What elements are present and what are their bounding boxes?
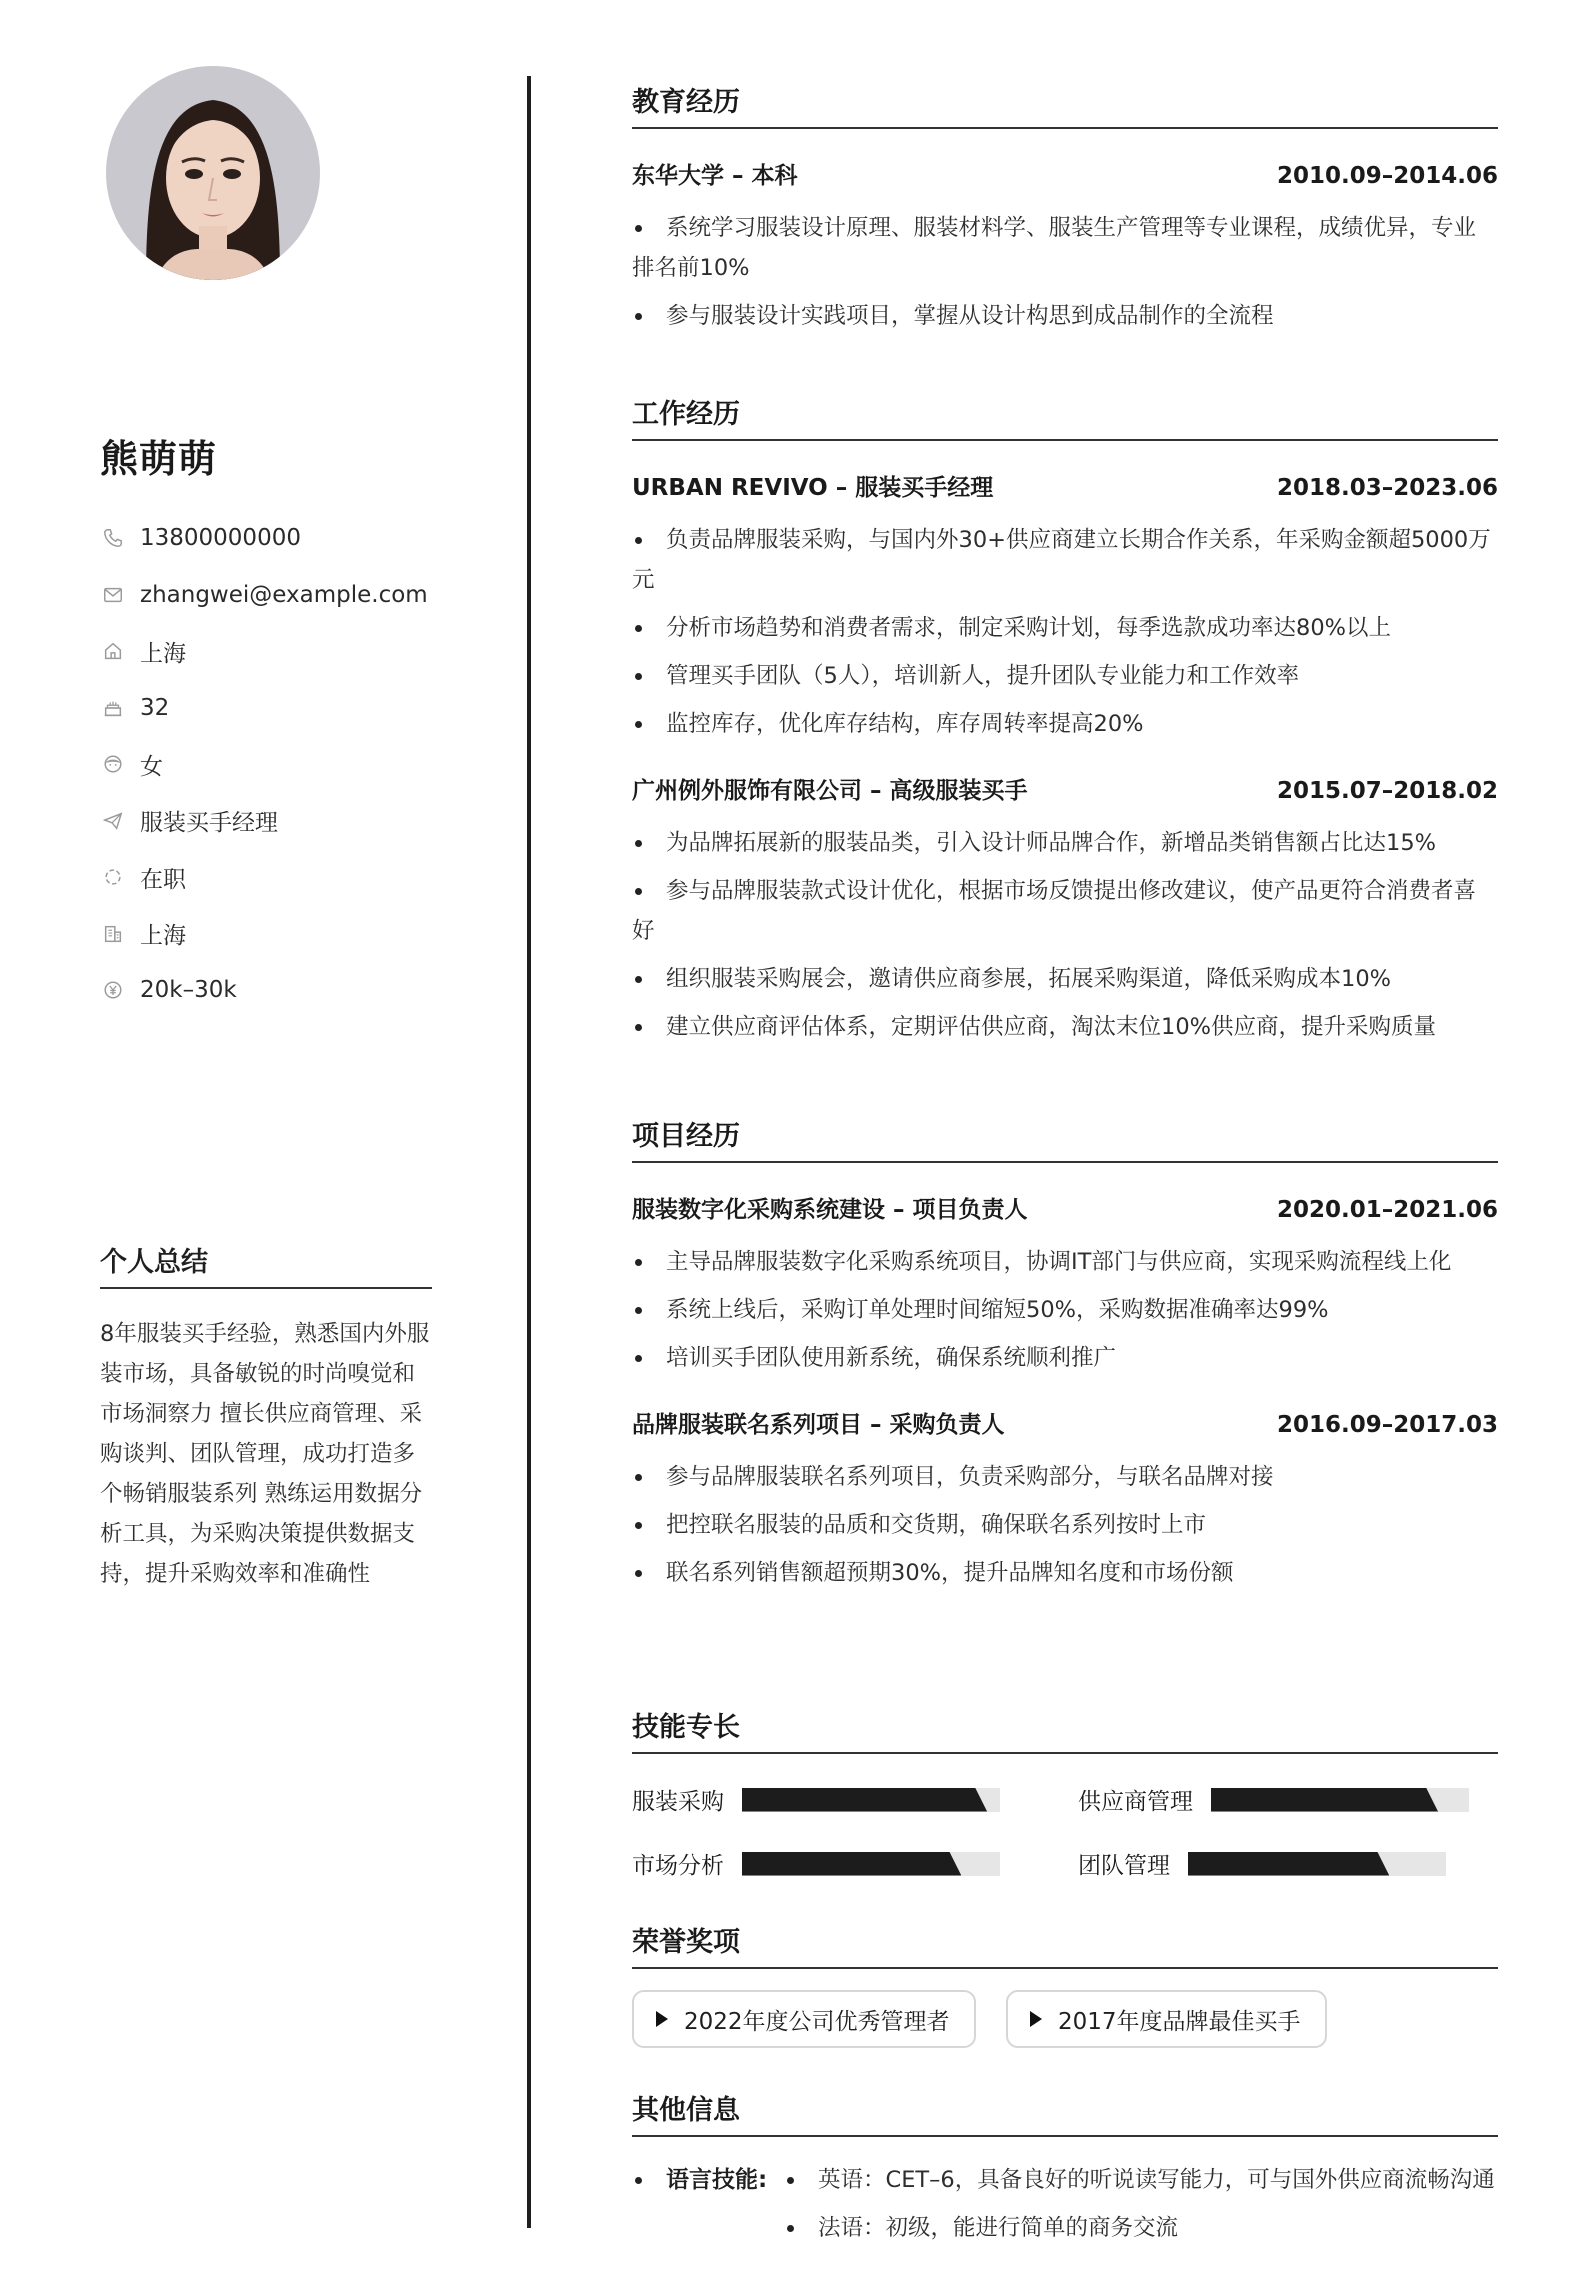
- project-bullets: [632, 1242, 1498, 1378]
- city-text: 上海: [140, 923, 186, 950]
- awards-title: 荣誉奖项: [632, 1920, 1498, 1969]
- list-item: 把控联名服装的品质和交货期，确保联名系列按时上市: [632, 1505, 1498, 1545]
- work-entry-header: [632, 469, 1498, 502]
- building-icon: [100, 921, 126, 947]
- skill-item: [632, 1783, 1000, 1816]
- column-divider: [527, 76, 531, 2228]
- skill-bar: [1211, 1788, 1469, 1812]
- skill-bar: [742, 1788, 1000, 1812]
- skill-bar-fill: [1188, 1852, 1389, 1876]
- yen-icon: [100, 977, 126, 1003]
- award-label: 2022年度公司优秀管理者: [684, 2008, 950, 2035]
- awards-list: [632, 1990, 1498, 2050]
- work-entry-heading: 广州例外服饰有限公司 – 高级服装买手: [632, 778, 1028, 804]
- skill-bar: [1188, 1852, 1446, 1876]
- other-language-row: [632, 2160, 1498, 2280]
- project-entry-header: [632, 1191, 1498, 1224]
- list-item: 参与服装设计实践项目，掌握从设计构思到成品制作的全流程: [632, 296, 1498, 336]
- list-item: 英语：CET–6，具备良好的听说读写能力，可与国外供应商流畅沟通: [784, 2160, 1498, 2200]
- project-entry-heading: 服装数字化采购系统建设 – 项目负责人: [632, 1197, 1028, 1223]
- project-entry-date: 2016.09–2017.03: [1276, 1412, 1498, 1438]
- project-bullets: [632, 1457, 1498, 1593]
- projects-section: [632, 1114, 1498, 1593]
- award-chip: [632, 1990, 976, 2048]
- send-icon: [100, 808, 126, 834]
- skill-label: 市场分析: [632, 1853, 724, 1879]
- award-chip: [1006, 1990, 1327, 2048]
- skills-title: 技能专长: [632, 1705, 1498, 1754]
- education-bullets: [632, 208, 1498, 336]
- work-entry-date: 2018.03–2023.06: [1276, 475, 1498, 501]
- info-city: [100, 906, 432, 963]
- work-entry-header: [632, 772, 1498, 805]
- avatar: [106, 66, 320, 280]
- work-entry-heading: URBAN REVIVO – 服装买手经理: [632, 475, 994, 501]
- info-salary: [100, 962, 432, 1019]
- education-section: [632, 80, 1498, 336]
- bullet-dot: [635, 2177, 642, 2184]
- project-entry-heading: 品牌服装联名系列项目 – 采购负责人: [632, 1412, 1005, 1438]
- list-item: 系统学习服装设计原理、服装材料学、服装生产管理等专业课程，成绩优异，专业排名前10%: [632, 208, 1498, 288]
- work-entry-date: 2015.07–2018.02: [1276, 778, 1498, 804]
- list-item: 管理买手团队（5人），培训新人，提升团队专业能力和工作效率: [632, 656, 1498, 696]
- skill-bar-fill: [1211, 1788, 1438, 1812]
- play-icon: [656, 2011, 668, 2027]
- email-address: zhangwei@example.com: [140, 581, 428, 608]
- language-list: [784, 2160, 1498, 2248]
- info-phone: [100, 510, 432, 567]
- location-text: 上海: [140, 640, 186, 667]
- project-entry-header: [632, 1406, 1498, 1439]
- education-entry-date: 2010.09–2014.06: [1276, 163, 1498, 189]
- avatar-portrait-icon: [106, 66, 320, 280]
- skill-bar: [742, 1852, 1000, 1876]
- mail-icon: [100, 582, 126, 608]
- education-entry-header: [632, 157, 1498, 190]
- awards-section: [632, 1920, 1498, 2060]
- projects-title: 项目经历: [632, 1114, 1498, 1163]
- other-section: [632, 2088, 1498, 2288]
- list-item: 法语：初级，能进行简单的商务交流: [784, 2208, 1498, 2248]
- candidate-name: 熊萌萌: [100, 437, 218, 481]
- skill-item: [1078, 1847, 1446, 1880]
- gender-text: 女: [140, 753, 163, 780]
- list-item: 组织服装采购展会，邀请供应商参展，拓展采购渠道，降低采购成本10%: [632, 959, 1498, 999]
- list-item: 培训买手团队使用新系统，确保系统顺利推广: [632, 1338, 1498, 1378]
- info-location: [100, 623, 432, 680]
- project-entry-date: 2020.01–2021.06: [1276, 1197, 1498, 1223]
- list-item: 监控库存，优化库存结构，库存周转率提高20%: [632, 704, 1498, 744]
- skill-bar-fill: [742, 1788, 987, 1812]
- work-bullets: [632, 823, 1498, 1047]
- list-item: 参与品牌服装联名系列项目，负责采购部分，与联名品牌对接: [632, 1457, 1498, 1497]
- age-text: 32: [140, 694, 170, 721]
- award-label: 2017年度品牌最佳买手: [1058, 2008, 1301, 2035]
- list-item: 主导品牌服装数字化采购系统项目，协调IT部门与供应商，实现采购流程线上化: [632, 1242, 1498, 1282]
- list-item: 参与品牌服装款式设计优化，根据市场反馈提出修改建议，使产品更符合消费者喜好: [632, 871, 1498, 951]
- summary-title: 个人总结: [100, 1240, 432, 1289]
- summary-text: 8年服装买手经验，熟悉国内外服装市场，具备敏锐的时尚嗅觉和市场洞察力 擅长供应商管理、采购谈判、团队管理，成功打造多个畅销服装系列 熟练运用数据分析工具，为采购决策提供数据支持，提升采购效率和准确性: [100, 1321, 430, 1587]
- phone-number: 13800000000: [140, 525, 301, 552]
- cake-icon: [100, 695, 126, 721]
- info-age: [100, 680, 432, 737]
- play-icon: [1030, 2011, 1042, 2027]
- gender-icon: [100, 751, 126, 777]
- info-gender: [100, 736, 432, 793]
- other-title: 其他信息: [632, 2088, 1498, 2137]
- skills-section: [632, 1705, 1498, 1885]
- skill-bar-fill: [742, 1852, 961, 1876]
- info-email: [100, 567, 432, 624]
- education-entry-heading: 东华大学 – 本科: [632, 163, 798, 189]
- skill-label: 服装采购: [632, 1789, 724, 1815]
- phone-icon: [100, 525, 126, 551]
- home-icon: [100, 638, 126, 664]
- status-text: 在职: [140, 866, 186, 893]
- work-section: [632, 392, 1498, 1047]
- list-item: 负责品牌服装采购，与国内外30+供应商建立长期合作关系，年采购金额超5000万元: [632, 520, 1498, 600]
- salary-text: 20k–30k: [140, 977, 237, 1004]
- list-item: 系统上线后，采购订单处理时间缩短50%，采购数据准确率达99%: [632, 1290, 1498, 1330]
- status-icon: [100, 864, 126, 890]
- info-position: [100, 793, 432, 850]
- work-title: 工作经历: [632, 392, 1498, 441]
- list-item: 为品牌拓展新的服装品类，引入设计师品牌合作，新增品类销售额占比达15%: [632, 823, 1498, 863]
- contact-info-list: [100, 510, 432, 1019]
- skill-label: 团队管理: [1078, 1853, 1170, 1879]
- position-text: 服装买手经理: [140, 810, 278, 837]
- list-item: 联名系列销售额超预期30%，提升品牌知名度和市场份额: [632, 1553, 1498, 1593]
- education-title: 教育经历: [632, 80, 1498, 129]
- info-status: [100, 849, 432, 906]
- skill-item: [1078, 1783, 1469, 1816]
- list-item: 分析市场趋势和消费者需求，制定采购计划，每季选款成功率达80%以上: [632, 608, 1498, 648]
- skill-item: [632, 1847, 1000, 1880]
- skill-label: 供应商管理: [1078, 1789, 1193, 1815]
- work-bullets: [632, 520, 1498, 744]
- list-item: 建立供应商评估体系，定期评估供应商，淘汰末位10%供应商，提升采购质量: [632, 1007, 1498, 1047]
- language-skills-label: 语言技能:: [666, 2167, 768, 2193]
